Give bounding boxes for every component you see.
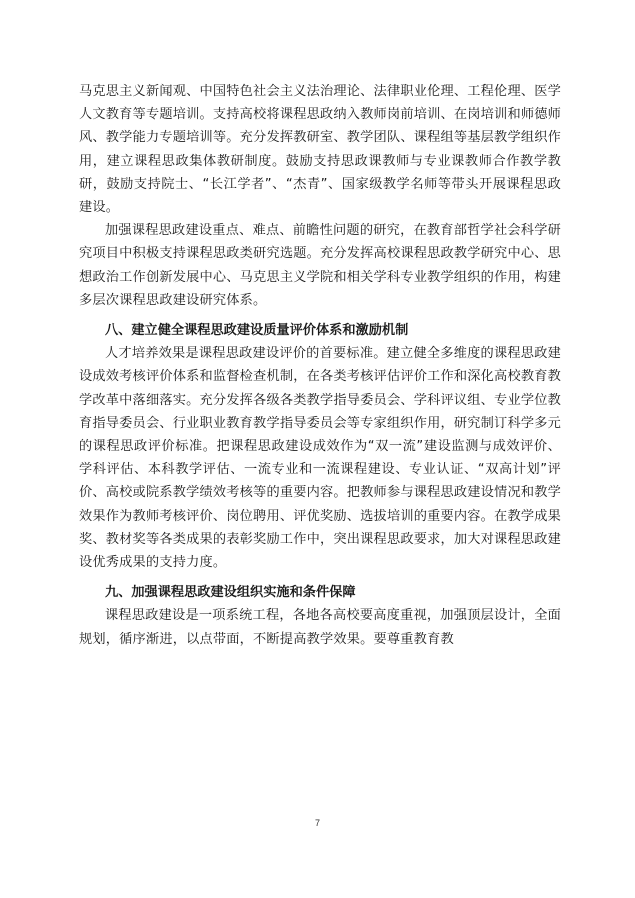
document-page (79, 80, 561, 651)
section-heading-8: 八、建立健全课程思政建设质量评价体系和激励机制 (105, 323, 409, 339)
page-number: 7 (314, 818, 320, 828)
section-heading-9: 九、加强课程思政建设组织实施和条件保障 (105, 585, 356, 601)
paragraph-continuation: 马克思主义新闻观、中国特色社会主义法治理论、法律职业伦理、工程伦理、医学人文教育等专题培训。支持高校将课程思政纳入教师岗前培训、在岗培训和师德师风、教学能力专题培训等。充分发挥教研室、教学团队、课程组等基层教学组织作用，建立课程思政集体教研制度。鼓励支持思政课教师与专业课教师合作教学教研，鼓励支持院士、“长江学者”、“杰青”、国家级教学名师等带头开展课程思政建设。 (79, 84, 561, 216)
paragraph-implementation: 课程思政建设是一项系统工程，各地各高校要高度重视，加强顶层设计，全面规划，循序渐进，以点带面，不断提高教学效果。要尊重教育教 (79, 608, 561, 647)
paragraph-research: 加强课程思政建设重点、难点、前瞻性问题的研究，在教育部哲学社会科学研究项目中积极支持课程思政类研究选题。充分发挥高校课程思政教学研究中心、思想政治工作创新发展中心、马克思主义学院和相关学科专业教学组织的作用，构建多层次课程思政建设研究体系。 (79, 223, 561, 308)
paragraph-evaluation: 人才培养效果是课程思政建设评价的首要标准。建立健全多维度的课程思政建设成效考核评价体系和监督检查机制，在各类考核评估评价工作和深化高校教育教学改革中落细落实。充分发挥各级各类教学指导委员会、学科评议组、专业学位教育指导委员会、行业职业教育教学指导委员会等专家组织作用，研究制订科学多元的课程思政评价标准。把课程思政建设成效作为“双一流”建设监测与成效评价、学科评估、本科教学评估、一流专业和一流课程建设、专业认证、“双高计划”评价、高校或院系教学绩效考核等的重要内容。把教师参与课程思政建设情况和教学效果作为教师考核评价、岗位聘用、评优奖励、选拔培训的重要内容。在教学成果奖、教材奖等各类成果的表彰奖励工作中，突出课程思政要求，加大对课程思政建设优秀成果的支持力度。 (79, 346, 561, 571)
